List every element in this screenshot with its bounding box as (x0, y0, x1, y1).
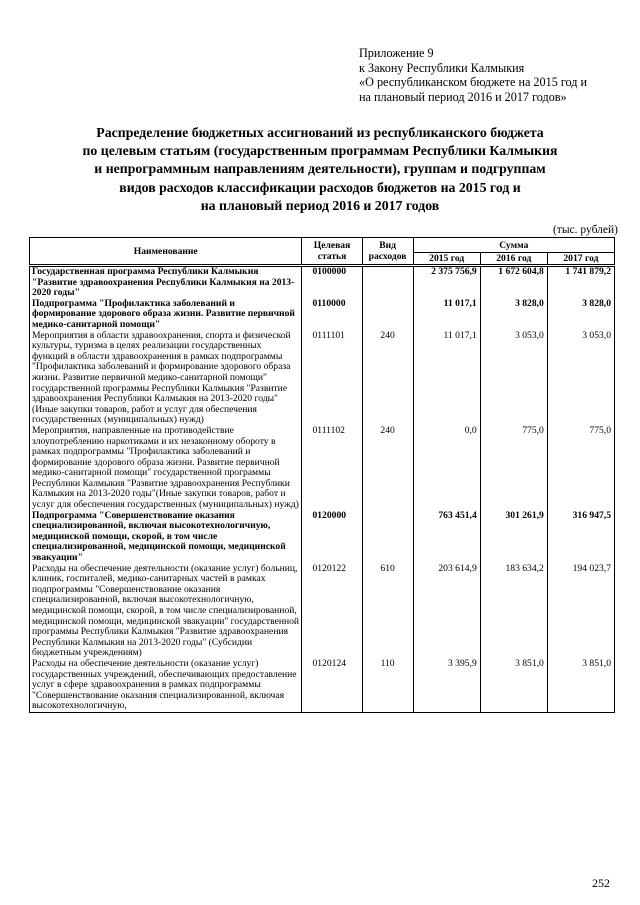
row-code: 0120000 (302, 511, 362, 564)
row-2017: 775,0 (547, 426, 614, 511)
row-2015: 11 017,1 (413, 299, 480, 331)
row-name: Мероприятия в области здравоохранения, спорта и физической культуры, туризма в целях реализации государственных функций в области здравоохранения в рамках подпрограммы "Профилактика заболеваний и формирование здорового образа жизни. Развитие первичной медико-санитарной помощи" государственной программы Республики Калмыкия "Развитие здравоохранения Республики Калмыкия на 2013-2020 годы" (Иные закупки товаров, работ и услуг для обеспечения государственных (муниципальных) нужд) (30, 331, 302, 426)
row-kind (362, 266, 413, 299)
page-number: 252 (592, 876, 610, 890)
budget-table (29, 237, 615, 713)
header-name: Наименование (30, 238, 302, 266)
table-row (30, 299, 615, 331)
table-row (30, 511, 615, 564)
row-kind: 110 (362, 659, 413, 712)
header-year-2016: 2016 год (480, 253, 547, 266)
appendix-note (359, 46, 629, 104)
row-code: 0110000 (302, 299, 362, 331)
row-code: 0100000 (302, 266, 362, 299)
row-code: 0111101 (302, 331, 362, 426)
appendix-line: Приложение 9 (359, 46, 434, 60)
appendix-line: «О республиканском бюджете на 2015 год и (359, 75, 588, 90)
row-name: Подпрограмма "Профилактика заболеваний и формирование здорового образа жизни. Развитие первичной медико-санитарной помощи" (30, 299, 302, 331)
row-2015: 203 614,9 (413, 564, 480, 659)
row-2015: 2 375 756,9 (413, 266, 480, 299)
row-2017: 316 947,5 (547, 511, 614, 564)
title-line: и непрограммным направлениям деятельности), группам и подгруппам (94, 161, 546, 177)
header-kind: Вид расходов (362, 238, 413, 266)
row-2016: 775,0 (480, 426, 547, 511)
row-name: Расходы на обеспечение деятельности (оказание услуг) государственных учреждений, обеспечивающих предоставление услуг в сфере здравоохранения в рамках подпрограммы "Совершенствование оказания специализированной, включая высокотехнологичную, (30, 659, 302, 712)
row-name: Подпрограмма "Совершенствование оказания специализированной, включая высокотехнологичную, медицинской помощи, скорой, в том числе специализированной, медицинской помощи, медицинской эвакуации" (30, 511, 302, 564)
header-year-2017: 2017 год (547, 253, 614, 266)
title-line: видов расходов классификации расходов бюджетов на 2015 год и (119, 179, 521, 195)
row-code: 0120122 (302, 564, 362, 659)
table-row (30, 564, 615, 659)
row-2015: 763 451,4 (413, 511, 480, 564)
header-sum: Сумма (413, 238, 614, 253)
title-line: Распределение бюджетных ассигнований из республиканского бюджета (96, 125, 544, 140)
row-name: Государственная программа Республики Калмыкия "Развитие здравоохранения Республики Калмыкия на 2013-2020 годы" (30, 266, 302, 299)
table-row (30, 331, 615, 426)
row-2016: 3 053,0 (480, 331, 547, 426)
row-kind: 240 (362, 426, 413, 511)
document-title (20, 124, 620, 215)
row-2017: 1 741 879,2 (547, 266, 614, 299)
row-2016: 183 634,2 (480, 564, 547, 659)
table-row (30, 659, 615, 712)
row-kind (362, 511, 413, 564)
row-name: Мероприятия, направленные на противодействие злоупотреблению наркотиками и их незаконному обороту в рамках подпрограммы "Профилактика заболеваний и формирование здорового образа жизни. Развитие первичной медико-санитарной помощи" государственной программы Республики Калмыкия "Развитие здравоохранения Республики Калмыкия на 2013-2020 годы"(Иные закупки товаров, работ и услуг для обеспечения государственных (муниципальных) нужд) (30, 426, 302, 511)
row-2016: 3 828,0 (480, 299, 547, 331)
row-kind: 610 (362, 564, 413, 659)
row-name: Расходы на обеспечение деятельности (оказание услуг) больниц, клиник, госпиталей, медико-санитарных частей в рамках подпрограммы "Совершенствование оказания специализированной, включая высокотехнологичную, медицинской помощи, скорой, в том числе специализированной, медицинской помощи, медицинской эвакуации" государственной программы Республики Калмыкия "Развитие здравоохранения Республики Калмыкия на 2013-2020 годы" (Субсидии бюджетным учреждениям) (30, 564, 302, 659)
header-year-2015: 2015 год (413, 253, 480, 266)
row-2017: 3 851,0 (547, 659, 614, 712)
units-label: (тыс. рублей) (552, 224, 618, 236)
row-code: 0111102 (302, 426, 362, 511)
title-line: по целевым статьям (государственным программам Республики Калмыкия (82, 143, 558, 159)
header-code: Целевая статья (302, 238, 362, 266)
row-2015: 3 395,9 (413, 659, 480, 712)
row-2015: 11 017,1 (413, 331, 480, 426)
row-2016: 301 261,9 (480, 511, 547, 564)
title-line: на плановый период 2016 и 2017 годов (200, 197, 440, 213)
row-2017: 194 023,7 (547, 564, 614, 659)
row-code: 0120124 (302, 659, 362, 712)
table-row (30, 266, 615, 299)
row-2016: 1 672 604,8 (480, 266, 547, 299)
appendix-line: на плановый период 2016 и 2017 годов» (359, 89, 567, 104)
row-2016: 3 851,0 (480, 659, 547, 712)
row-2015: 0,0 (413, 426, 480, 511)
row-2017: 3 828,0 (547, 299, 614, 331)
table-row (30, 426, 615, 511)
row-kind (362, 299, 413, 331)
row-kind: 240 (362, 331, 413, 426)
row-2017: 3 053,0 (547, 331, 614, 426)
appendix-line: к Закону Республики Калмыкия (359, 60, 525, 75)
